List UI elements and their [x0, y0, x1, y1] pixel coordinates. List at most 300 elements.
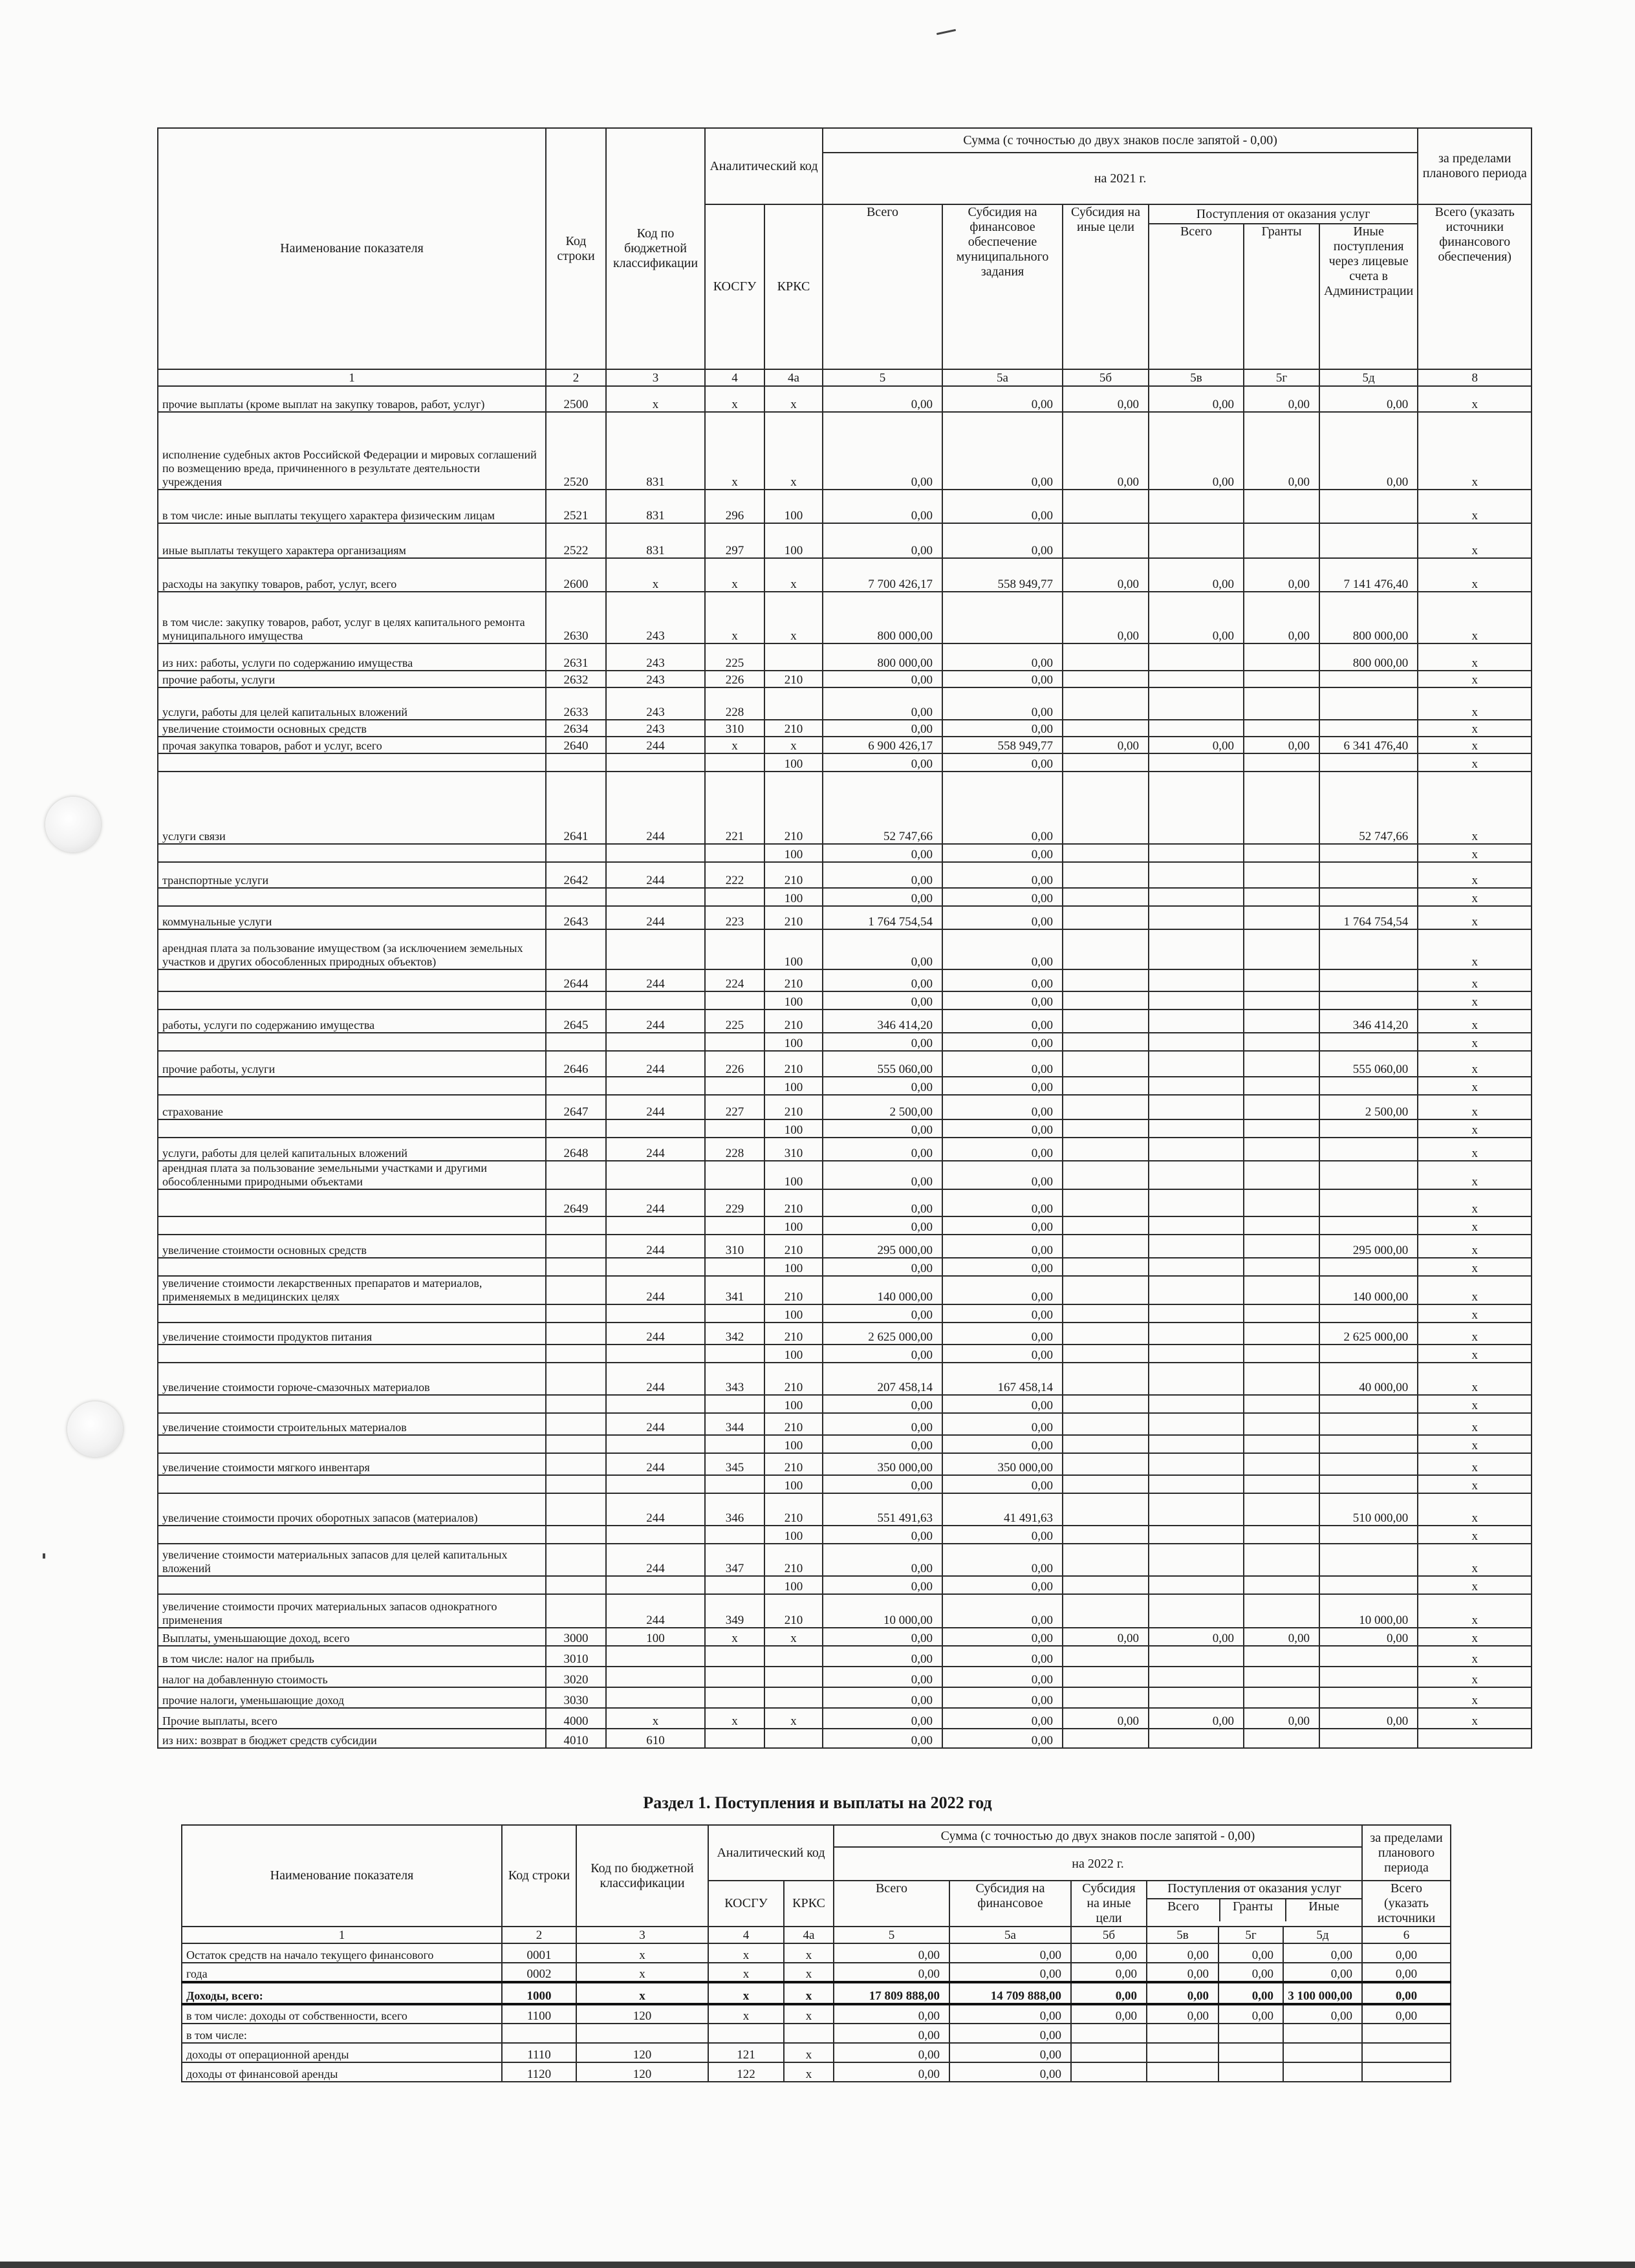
amount-cell: 0,00: [1244, 412, 1319, 490]
code-cell: [705, 1687, 764, 1708]
amount-cell: [1149, 1475, 1244, 1493]
code-cell: х: [1418, 687, 1532, 720]
hdr-year: на 2022 г.: [834, 1847, 1362, 1881]
amount-cell: 295 000,00: [823, 1235, 942, 1258]
amount-cell: 0,00: [1244, 558, 1319, 592]
amount-cell: 0,00: [823, 1258, 942, 1276]
indicator-name: [158, 1216, 546, 1235]
indicator-name: прочие работы, услуги: [158, 671, 546, 687]
code-cell: 210: [764, 1493, 823, 1526]
table-row: [182, 1982, 1451, 2004]
amount-cell: 0,00: [834, 2024, 949, 2043]
column-index: 1: [182, 1927, 502, 1943]
code-cell: х: [1418, 1051, 1532, 1077]
amount-cell: 1 764 754,54: [823, 906, 942, 929]
column-index: 6: [1362, 1927, 1451, 1943]
amount-cell: 800 000,00: [1319, 592, 1418, 643]
code-cell: х: [764, 412, 823, 490]
code-cell: 210: [764, 720, 823, 737]
amount-cell: 0,00: [1319, 412, 1418, 490]
indicator-name: арендная плата за пользование земельными участками и другими обособленными природными объектами: [158, 1161, 546, 1189]
code-cell: 120: [576, 2043, 708, 2062]
amount-cell: [1063, 1413, 1149, 1435]
code-cell: 244: [606, 1413, 705, 1435]
amount-cell: 2 625 000,00: [823, 1323, 942, 1345]
amount-cell: 0,00: [942, 386, 1063, 412]
amount-cell: 555 060,00: [823, 1051, 942, 1077]
amount-cell: 346 414,20: [823, 1010, 942, 1033]
amount-cell: 0,00: [942, 1304, 1063, 1323]
table-row: [158, 671, 1532, 687]
code-cell: х: [606, 1708, 705, 1729]
amount-cell: [1149, 1363, 1244, 1395]
column-index: 5г: [1218, 1927, 1283, 1943]
amount-cell: 0,00: [823, 1526, 942, 1544]
amount-cell: [1149, 1453, 1244, 1475]
code-cell: х: [705, 386, 764, 412]
amount-cell: [1244, 1493, 1319, 1526]
code-cell: х: [1418, 1323, 1532, 1345]
code-cell: 228: [705, 1138, 764, 1161]
amount-cell: 0,00: [823, 1708, 942, 1729]
amount-cell: [1218, 2062, 1283, 2082]
amount-cell: 346 414,20: [1319, 1010, 1418, 1033]
code-cell: [606, 1161, 705, 1189]
code-cell: 244: [606, 1095, 705, 1119]
code-cell: 229: [705, 1189, 764, 1216]
amount-cell: 0,00: [823, 1161, 942, 1189]
amount-cell: [1149, 687, 1244, 720]
code-cell: [705, 753, 764, 772]
amount-cell: 0,00: [942, 1435, 1063, 1453]
amount-cell: 0,00: [1063, 737, 1149, 753]
code-cell: [606, 1576, 705, 1594]
code-cell: 210: [764, 1095, 823, 1119]
code-cell: х: [1418, 888, 1532, 906]
amount-cell: 0,00: [823, 991, 942, 1010]
amount-cell: [1149, 643, 1244, 671]
amount-cell: [1063, 720, 1149, 737]
amount-cell: 0,00: [942, 1345, 1063, 1363]
code-cell: х: [764, 386, 823, 412]
amount-cell: [1244, 1646, 1319, 1667]
code-cell: х: [1418, 906, 1532, 929]
code-cell: 2500: [546, 386, 606, 412]
code-cell: х: [764, 1708, 823, 1729]
amount-cell: [1063, 753, 1149, 772]
amount-cell: 0,00: [942, 1077, 1063, 1095]
indicator-name: доходы от операционной аренды: [182, 2043, 502, 2062]
table-row: [158, 592, 1532, 643]
table-row: [158, 844, 1532, 862]
amount-cell: [1063, 1526, 1149, 1544]
table-row: [158, 1119, 1532, 1138]
indicator-name: из них: возврат в бюджет средств субсидии: [158, 1729, 546, 1748]
amount-cell: [1063, 1161, 1149, 1189]
code-cell: [705, 929, 764, 969]
code-cell: 2600: [546, 558, 606, 592]
amount-cell: [1063, 888, 1149, 906]
amount-cell: [1244, 720, 1319, 737]
code-cell: х: [1418, 412, 1532, 490]
code-cell: [546, 1323, 606, 1345]
amount-cell: [1244, 1138, 1319, 1161]
indicator-name: увеличение стоимости горюче-смазочных материалов: [158, 1363, 546, 1395]
column-index: 5а: [942, 369, 1063, 386]
indicator-name: в том числе: доходы от собственности, всего: [182, 2004, 502, 2024]
code-cell: 100: [764, 1077, 823, 1095]
amount-cell: [1149, 1304, 1244, 1323]
table-row: [158, 1526, 1532, 1544]
amount-cell: 0,00: [942, 1413, 1063, 1435]
amount-cell: 551 491,63: [823, 1493, 942, 1526]
code-cell: [546, 1475, 606, 1493]
amount-cell: 0,00: [949, 2043, 1071, 2062]
code-cell: 210: [764, 1010, 823, 1033]
indicator-name: [158, 1345, 546, 1363]
code-cell: 210: [764, 1235, 823, 1258]
amount-cell: [1149, 1395, 1244, 1413]
code-cell: 210: [764, 862, 823, 888]
amount-cell: [1149, 1594, 1244, 1628]
amount-cell: [1244, 1363, 1319, 1395]
amount-cell: 0,00: [834, 2043, 949, 2062]
amount-cell: 0,00: [949, 2024, 1071, 2043]
amount-cell: [1244, 753, 1319, 772]
amount-cell: 0,00: [1218, 1963, 1283, 1982]
code-cell: [705, 1258, 764, 1276]
hdr-kosgu: КОСГУ: [705, 204, 764, 369]
code-cell: х: [1418, 1687, 1532, 1708]
code-cell: х: [784, 2004, 834, 2024]
code-cell: х: [1418, 1667, 1532, 1687]
amount-cell: 0,00: [1149, 412, 1244, 490]
amount-cell: [1149, 1729, 1244, 1748]
amount-cell: 0,00: [1149, 1628, 1244, 1646]
table-row: [182, 2062, 1451, 2082]
indicator-name: увеличение стоимости строительных материалов: [158, 1413, 546, 1435]
column-index: 5д: [1283, 1927, 1362, 1943]
indicator-name: прочие работы, услуги: [158, 1051, 546, 1077]
indicator-name: увеличение стоимости прочих материальных запасов однократного применения: [158, 1594, 546, 1628]
amount-cell: [1244, 490, 1319, 523]
amount-cell: [1319, 1475, 1418, 1493]
indicator-name: [158, 1189, 546, 1216]
amount-cell: [1319, 720, 1418, 737]
amount-cell: [1244, 844, 1319, 862]
amount-cell: [1319, 1435, 1418, 1453]
code-cell: [705, 1435, 764, 1453]
code-cell: 210: [764, 671, 823, 687]
indicator-name: [158, 1258, 546, 1276]
hdr-analytic: Аналитический код: [705, 128, 823, 204]
column-index: 5а: [949, 1927, 1071, 1943]
amount-cell: [1149, 1345, 1244, 1363]
code-cell: [705, 1526, 764, 1544]
code-cell: 244: [606, 1323, 705, 1345]
code-cell: х: [1418, 558, 1532, 592]
code-cell: 1100: [502, 2004, 576, 2024]
code-cell: 244: [606, 969, 705, 991]
code-cell: 121: [708, 2043, 784, 2062]
table-row: [158, 929, 1532, 969]
code-cell: х: [1418, 1077, 1532, 1095]
amount-cell: 0,00: [823, 687, 942, 720]
indicator-name: коммунальные услуги: [158, 906, 546, 929]
code-cell: 4010: [546, 1729, 606, 1748]
amount-cell: [1218, 2043, 1283, 2062]
table-row: [158, 1095, 1532, 1119]
code-cell: х: [1418, 1646, 1532, 1667]
amount-cell: [1063, 969, 1149, 991]
amount-cell: [1319, 969, 1418, 991]
code-cell: [606, 1304, 705, 1323]
amount-cell: 0,00: [942, 1526, 1063, 1544]
amount-cell: [1149, 844, 1244, 862]
code-cell: [764, 1667, 823, 1687]
code-cell: [546, 1304, 606, 1323]
amount-cell: 0,00: [942, 1395, 1063, 1413]
code-cell: 3010: [546, 1646, 606, 1667]
amount-cell: 0,00: [942, 1687, 1063, 1708]
scan-mark: [937, 29, 956, 35]
amount-cell: 14 709 888,00: [949, 1982, 1071, 2004]
code-cell: х: [1418, 1235, 1532, 1258]
amount-cell: 0,00: [942, 1161, 1063, 1189]
amount-cell: [1063, 1667, 1149, 1687]
indicator-name: [158, 1395, 546, 1413]
table-row: [158, 1667, 1532, 1687]
table-row: [158, 1051, 1532, 1077]
amount-cell: [1063, 1010, 1149, 1033]
amount-cell: [1244, 1189, 1319, 1216]
table-row: [158, 1138, 1532, 1161]
amount-cell: 0,00: [942, 1594, 1063, 1628]
amount-cell: [1319, 888, 1418, 906]
table-row: [158, 1475, 1532, 1493]
table-row: [158, 862, 1532, 888]
amount-cell: 0,00: [942, 1544, 1063, 1576]
code-cell: 210: [764, 1544, 823, 1576]
code-cell: х: [705, 737, 764, 753]
code-cell: [546, 753, 606, 772]
amount-cell: 0,00: [823, 1304, 942, 1323]
indicator-name: [158, 753, 546, 772]
hdr-other-receipts: Иные поступления через лицевые счета в Администрации: [1319, 224, 1418, 369]
indicator-name: работы, услуги по содержанию имущества: [158, 1010, 546, 1033]
amount-cell: 0,00: [1244, 386, 1319, 412]
amount-cell: 0,00: [942, 1708, 1063, 1729]
amount-cell: 0,00: [942, 844, 1063, 862]
column-index: 4а: [784, 1927, 834, 1943]
indicator-name: [158, 969, 546, 991]
code-cell: 210: [764, 1323, 823, 1345]
code-cell: 100: [764, 753, 823, 772]
amount-cell: 558 949,77: [942, 558, 1063, 592]
amount-cell: [942, 592, 1063, 643]
amount-cell: 0,00: [834, 1963, 949, 1982]
amount-cell: 10 000,00: [1319, 1594, 1418, 1628]
table-row: [158, 490, 1532, 523]
hdr-name: Наименование показателя: [182, 1825, 502, 1927]
amount-cell: 0,00: [823, 412, 942, 490]
amount-cell: [1244, 1161, 1319, 1189]
amount-cell: [1244, 1051, 1319, 1077]
table-row: [158, 1033, 1532, 1051]
amount-cell: [1063, 671, 1149, 687]
code-cell: 2647: [546, 1095, 606, 1119]
amount-cell: 0,00: [1319, 1628, 1418, 1646]
amount-cell: 0,00: [942, 720, 1063, 737]
amount-cell: [1149, 523, 1244, 558]
hdr-services-group: [1147, 1881, 1362, 1927]
code-cell: х: [764, 737, 823, 753]
code-cell: [705, 1395, 764, 1413]
indicator-name: арендная плата за пользование имуществом (за исключением земельных участков и других обособленных природных объектов): [158, 929, 546, 969]
amount-cell: [1319, 1646, 1418, 1667]
code-cell: х: [784, 1943, 834, 1963]
table-row: [158, 906, 1532, 929]
code-cell: [1362, 2043, 1451, 2062]
code-cell: [606, 1646, 705, 1667]
amount-cell: [1063, 1189, 1149, 1216]
amount-cell: 0,00: [942, 1216, 1063, 1235]
code-cell: 100: [764, 490, 823, 523]
code-cell: 122: [708, 2062, 784, 2082]
amount-cell: 0,00: [823, 1413, 942, 1435]
code-cell: 100: [764, 1435, 823, 1453]
table-row: [158, 1576, 1532, 1594]
indicator-name: прочие выплаты (кроме выплат на закупку товаров, работ, услуг): [158, 386, 546, 412]
code-cell: х: [1418, 1395, 1532, 1413]
amount-cell: 0,00: [942, 991, 1063, 1010]
code-cell: х: [1418, 1544, 1532, 1576]
amount-cell: [1244, 687, 1319, 720]
table-row: [158, 687, 1532, 720]
code-cell: [546, 1544, 606, 1576]
amount-cell: 0,00: [942, 1628, 1063, 1646]
hdr-analytic: Аналитический код: [708, 1825, 834, 1881]
amount-cell: 510 000,00: [1319, 1493, 1418, 1526]
table-row: [158, 386, 1532, 412]
code-cell: 100: [764, 1216, 823, 1235]
table-row: [158, 1304, 1532, 1323]
code-cell: х: [1418, 1216, 1532, 1235]
amount-cell: 0,00: [823, 1687, 942, 1708]
amount-cell: 0,00: [942, 643, 1063, 671]
amount-cell: [1319, 1544, 1418, 1576]
amount-cell: [1244, 1544, 1319, 1576]
table-row: [158, 888, 1532, 906]
code-cell: [606, 1667, 705, 1687]
code-cell: 100: [764, 1258, 823, 1276]
code-cell: 1120: [502, 2062, 576, 2082]
hdr-sum: Сумма (с точностью до двух знаков после запятой - 0,00): [834, 1825, 1362, 1847]
code-cell: х: [705, 558, 764, 592]
amount-cell: 0,00: [1283, 2004, 1362, 2024]
amount-cell: 0,00: [1147, 2004, 1218, 2024]
indicator-name: прочая закупка товаров, работ и услуг, всего: [158, 737, 546, 753]
code-cell: [705, 1077, 764, 1095]
code-cell: х: [576, 1963, 708, 1982]
amount-cell: 350 000,00: [942, 1453, 1063, 1475]
amount-cell: [1319, 1216, 1418, 1235]
amount-cell: [1063, 862, 1149, 888]
code-cell: 100: [764, 888, 823, 906]
amount-cell: [1071, 2043, 1147, 2062]
amount-cell: 0,00: [823, 1345, 942, 1363]
hdr-year: на 2021 г.: [823, 153, 1418, 204]
amount-cell: [1244, 862, 1319, 888]
amount-cell: 0,00: [942, 1119, 1063, 1138]
code-cell: 3000: [546, 1628, 606, 1646]
code-cell: 2634: [546, 720, 606, 737]
code-cell: х: [1418, 772, 1532, 844]
code-cell: 310: [705, 720, 764, 737]
amount-cell: [1147, 2024, 1218, 2043]
code-cell: х: [1418, 1161, 1532, 1189]
amount-cell: [1063, 1051, 1149, 1077]
code-cell: 210: [764, 1594, 823, 1628]
hdr-code: Код строки: [502, 1825, 576, 1927]
hdr-grants: Гранты: [1244, 224, 1319, 369]
receipts-table-2022: [181, 1824, 1451, 2082]
code-cell: 1110: [502, 2043, 576, 2062]
amount-cell: [1149, 1493, 1244, 1526]
amount-cell: 0,00: [823, 1729, 942, 1748]
code-cell: 347: [705, 1544, 764, 1576]
code-cell: [546, 1077, 606, 1095]
amount-cell: [1063, 1594, 1149, 1628]
code-cell: 2632: [546, 671, 606, 687]
code-cell: 210: [764, 1276, 823, 1304]
code-cell: х: [1418, 1276, 1532, 1304]
code-cell: х: [1418, 1708, 1532, 1729]
amount-cell: 0,00: [942, 671, 1063, 687]
amount-cell: [1063, 1276, 1149, 1304]
amount-cell: [1149, 753, 1244, 772]
amount-cell: [1244, 1216, 1319, 1235]
code-cell: х: [1418, 1475, 1532, 1493]
indicator-name: [158, 1435, 546, 1453]
code-cell: [705, 1646, 764, 1667]
code-cell: 2520: [546, 412, 606, 490]
code-cell: х: [1418, 991, 1532, 1010]
amount-cell: 0,00: [1149, 592, 1244, 643]
indicator-name: транспортные услуги: [158, 862, 546, 888]
code-cell: х: [764, 558, 823, 592]
code-cell: х: [606, 558, 705, 592]
amount-cell: [1149, 1077, 1244, 1095]
amount-cell: 0,00: [823, 386, 942, 412]
code-cell: х: [1418, 1594, 1532, 1628]
scan-edge: [0, 2262, 1635, 2268]
code-cell: [546, 1161, 606, 1189]
table-row: [158, 991, 1532, 1010]
code-cell: х: [1418, 1258, 1532, 1276]
code-cell: 310: [764, 1138, 823, 1161]
code-cell: [606, 753, 705, 772]
hdr-total-sources: Всего (указать источники: [1362, 1881, 1451, 1927]
column-index: 4: [708, 1927, 784, 1943]
table-row: [158, 1258, 1532, 1276]
amount-cell: 0,00: [1149, 386, 1244, 412]
code-cell: 831: [606, 490, 705, 523]
amount-cell: 0,00: [823, 862, 942, 888]
amount-cell: [1244, 772, 1319, 844]
code-cell: 345: [705, 1453, 764, 1475]
hdr-subsidy: Субсидия на финансовое: [949, 1881, 1071, 1927]
